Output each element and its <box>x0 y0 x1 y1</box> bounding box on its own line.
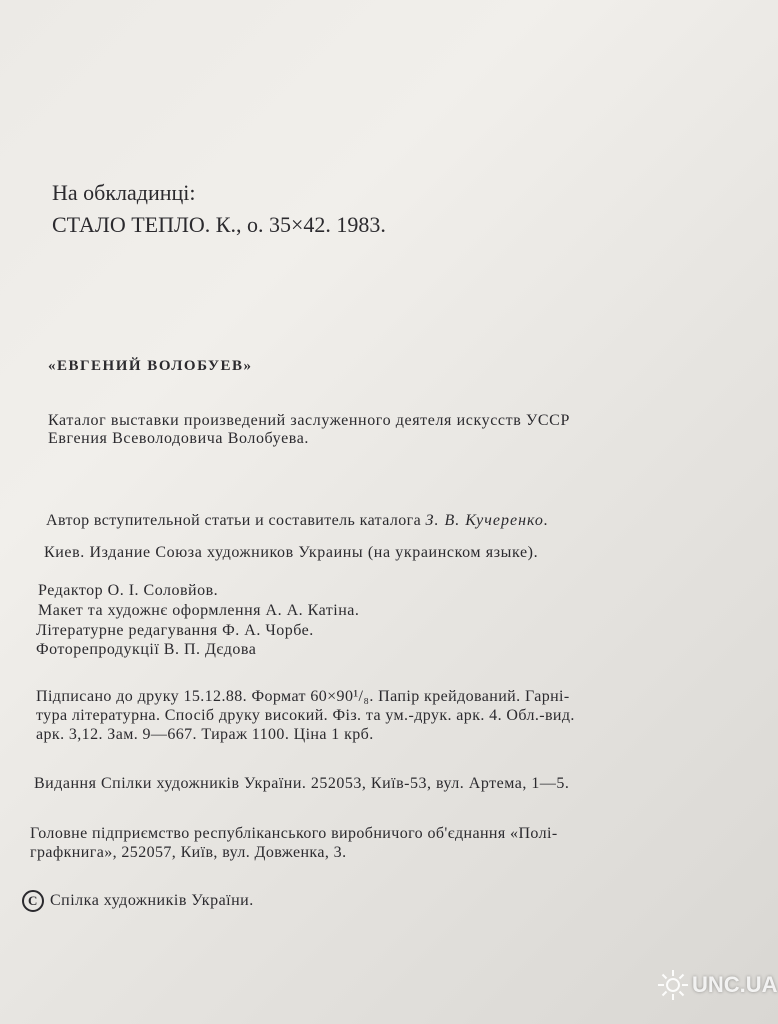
book-title: «ЕВГЕНИЙ ВОЛОБУЕВ» <box>48 358 253 374</box>
author-prefix: Автор вступительной статьи и составитель каталога <box>46 512 422 529</box>
cover-label: На обкладинці: <box>52 180 196 205</box>
description-line-2: Евгения Всеволодовича Волобуева. <box>48 430 310 447</box>
press-line-1: Головне підприємство республіканського виробничого об'єднання «Полі- <box>30 825 558 842</box>
credit-photo-reproductions: Фоторепродукції В. П. Дєдова <box>36 641 257 658</box>
credit-layout: Макет та художнє оформлення А. А. Катіна. <box>38 602 360 619</box>
watermark <box>656 968 778 1002</box>
print-info-line-1: Підписано до друку 15.12.88. Формат 60×90¹/₈. Папір крейдований. Гарні- <box>36 688 570 705</box>
watermark-text: UNC.UA <box>692 972 778 997</box>
watermark-sun-icon <box>656 968 690 1002</box>
author-line <box>46 512 549 530</box>
edition-line: Видання Спілки художників України. 252053, Київ-53, вул. Артема, 1—5. <box>34 775 570 792</box>
credit-editor: Редактор О. І. Соловйов. <box>38 582 219 599</box>
print-info-line-2: тура літературна. Спосіб друку високий. Фіз. та ум.-друк. арк. 4. Обл.-вид. <box>36 707 575 724</box>
press-line-2: графкнига», 252057, Київ, вул. Довженка, 3. <box>30 844 347 861</box>
copyright-text: Спілка художників України. <box>50 892 254 909</box>
publisher-line: Киев. Издание Союза художников Украины (на украинском языке). <box>44 544 539 561</box>
cover-artwork-title: СТАЛО ТЕПЛО. К., о. 35×42. 1983. <box>52 212 386 237</box>
copyright-line <box>22 890 254 912</box>
copyright-icon: C <box>22 890 44 912</box>
print-info-line-3: арк. 3,12. Зам. 9—667. Тираж 1100. Ціна 1 крб. <box>36 726 374 743</box>
author-name: З. В. Кучеренко. <box>425 512 549 529</box>
description-line-1: Каталог выставки произведений заслуженного деятеля искусств УССР <box>48 412 570 429</box>
credit-literary-editing: Літературне редагування Ф. А. Чорбе. <box>36 622 314 639</box>
